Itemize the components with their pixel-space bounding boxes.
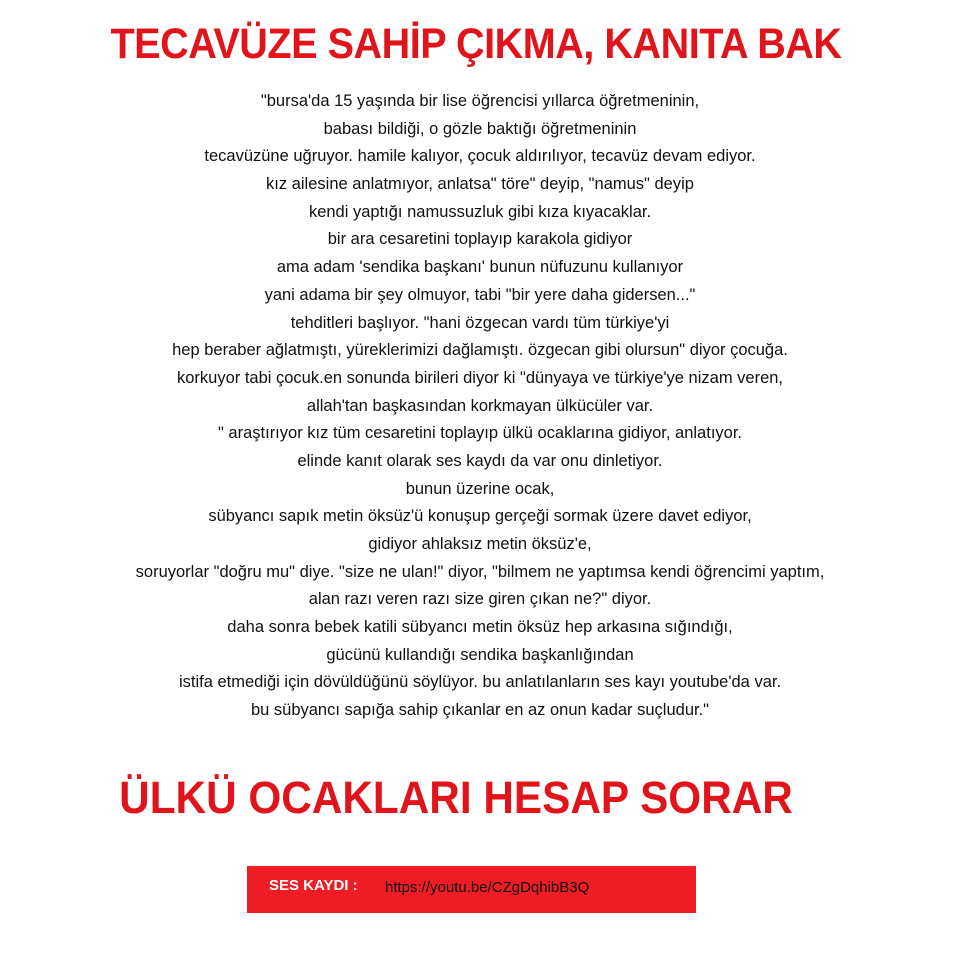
body-line: gücünü kullandığı sendika başkanlığından [326,645,634,664]
body-line: alan razı veren razı size giren çıkan ne?" diyor. [308,590,652,609]
body-line: bunun üzerine ocak, [405,479,555,498]
body-text [0,88,960,725]
body-line: gidiyor ahlaksız metin öksüz'e, [368,535,592,553]
body-line: sübyancı sapık metin öksüz'ü konuşup gerçeği sormak üzere davet ediyor, [208,507,752,526]
headline-top: TECAVÜZE SAHİP ÇIKMA, KANITA BAK [110,20,842,68]
audio-link-box [247,866,696,913]
youtube-link[interactable]: https://youtu.be/CZgDqhibB3Q [385,879,590,896]
body-line: tecavüzüne uğruyor. hamile kalıyor, çocuk aldırılıyor, tecavüz devam ediyor. [204,147,756,166]
body-line: istifa etmediği için dövüldüğünü söylüyor. bu anlatılanların ses kayı youtube'da var. [178,673,782,692]
body-line: "bursa'da 15 yaşında bir lise öğrencisi yıllarca öğretmeninin, [260,92,700,110]
body-line: soruyorlar "doğru mu" diye. "size ne ulan!" diyor, "bilmem ne yaptımsa kendi öğrencimi yaptım, [135,562,825,581]
body-line: korkuyor tabi çocuk.en sonunda birileri diyor ki "dünyaya ve türkiye'ye nizam veren, [176,368,784,387]
body-line: yani adama bir şey olmuyor, tabi "bir yere daha gidersen..." [264,285,696,304]
body-line: tehditleri başlıyor. "hani özgecan vardı tüm türkiye'yi [290,313,670,332]
body-line: babası bildiği, o gözle baktığı öğretmeninin [323,119,637,138]
body-line: elinde kanıt olarak ses kaydı da var onu dinletiyor. [297,451,663,470]
body-line: " araştırıyor kız tüm cesaretini toplayıp ülkü ocaklarına gidiyor, anlatıyor. [217,424,742,443]
body-line: bir ara cesaretini toplayıp karakola gidiyor [327,230,633,249]
body-line: hep beraber ağlatmıştı, yüreklerimizi dağlamıştı. özgecan gibi olursun" diyor çocuğa. [172,341,788,360]
body-line: daha sonra bebek katili sübyancı metin öksüz hep arkasına sığındığı, [227,618,733,637]
body-line: kendi yaptığı namussuzluk gibi kıza kıyacaklar. [308,202,652,221]
body-line: allah'tan başkasından korkmayan ülkücüler var. [306,396,654,415]
body-line: ama adam 'sendika başkanı' bunun nüfuzunu kullanıyor [276,258,684,277]
headline-bottom: ÜLKÜ OCAKLARI HESAP SORAR [119,772,793,823]
body-line: bu sübyancı sapığa sahip çıkanlar en az onun kadar suçludur." [250,701,710,720]
body-line: kız ailesine anlatmıyor, anlatsa" töre" deyip, "namus" deyip [266,175,694,194]
audio-link-label: SES KAYDI : [269,877,358,894]
